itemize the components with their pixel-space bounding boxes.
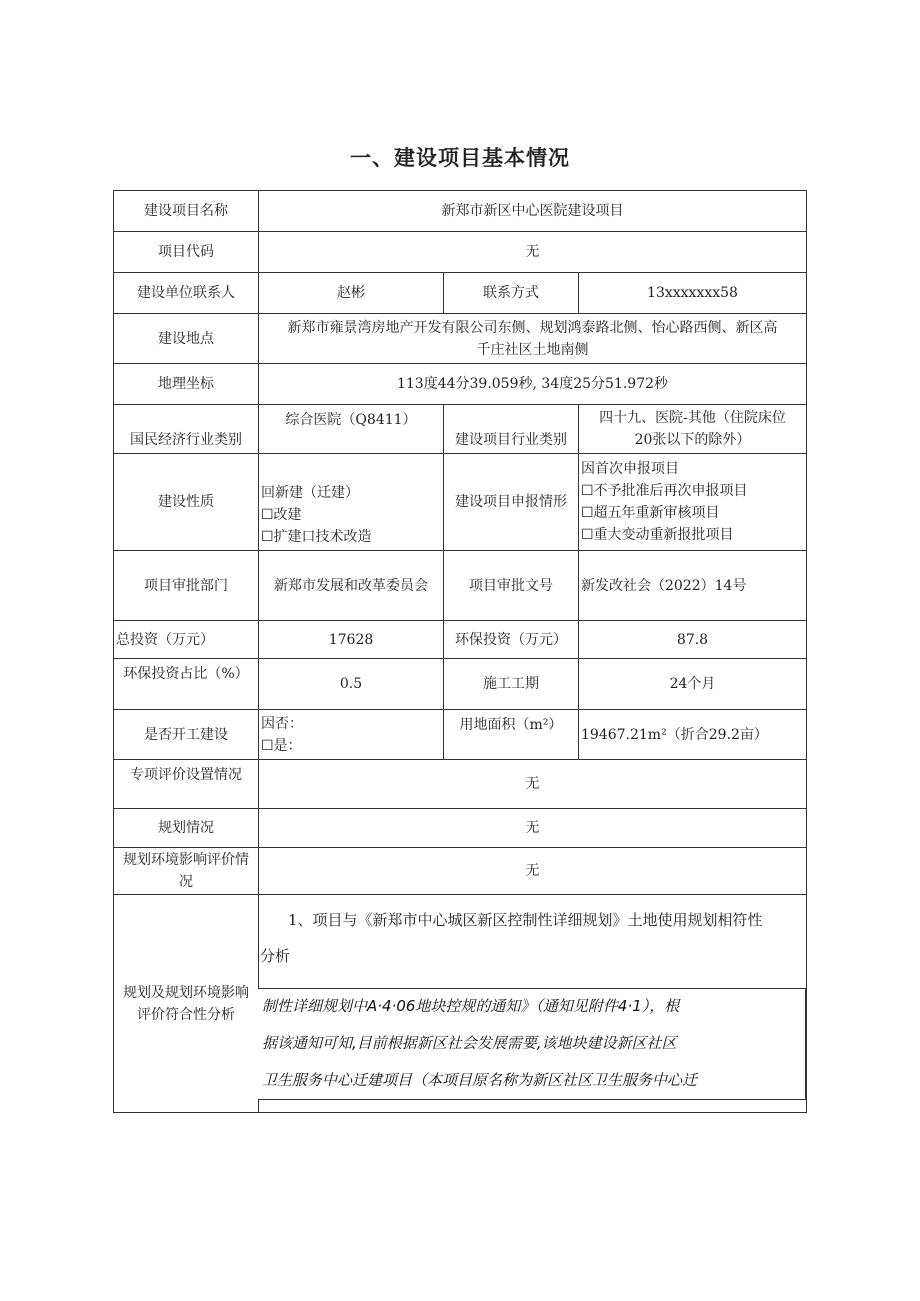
label-declare: 建设项目申报情形	[443, 453, 579, 551]
label-env-investment: 环保投资（万元）	[443, 620, 579, 659]
declare-options	[578, 453, 807, 551]
value-project-name: 新郑市新区中心医院建设项目	[258, 190, 807, 232]
value-env-ratio: 0.5	[258, 658, 444, 710]
label-construction-period: 施工工期	[443, 658, 579, 710]
label-project-name: 建设项目名称	[113, 190, 259, 232]
value-location	[258, 313, 807, 364]
started-options	[258, 709, 444, 760]
declare-option-first[interactable]: 因首次申报项目	[581, 461, 679, 477]
nature-option-expand[interactable]: ☐扩建口技术改造	[261, 529, 372, 545]
label-nature: 建设性质	[113, 453, 259, 551]
planning-env-line-2: 况	[179, 874, 193, 890]
started-option-no[interactable]: 因否：	[261, 715, 303, 732]
value-industry: 综合医院（Q8411）	[258, 404, 444, 454]
value-total-investment: 17628	[258, 620, 444, 659]
label-contact-method: 联系方式	[443, 272, 579, 314]
declare-option-resubmit[interactable]: ☐不予批准后再次申报项目	[581, 483, 748, 499]
label-total-investment: 总投资（万元）	[113, 620, 259, 659]
page-title: 一、建设项目基本情况	[350, 146, 570, 170]
nature-options	[258, 453, 444, 551]
location-line-1: 新郑市雍景湾房地产开发有限公司东侧、规划鸿泰路北侧、怡心路西侧、新区高	[287, 319, 778, 336]
industry-line-1: 四十九、医院-其他（住院床位	[599, 410, 786, 426]
declare-option-major-change[interactable]: ☐重大变动重新报批项目	[581, 527, 734, 543]
label-special-eval: 专项评价设置情况	[113, 759, 259, 809]
value-construction-period: 24个月	[578, 658, 807, 710]
value-planning: 无	[258, 808, 807, 848]
analysis-content	[258, 894, 807, 1113]
industry-line-2: 20张以下的除外）	[634, 432, 751, 448]
label-planning-env	[113, 847, 259, 895]
label-industry: 国民经济行业类别	[113, 404, 259, 454]
value-planning-env: 无	[258, 847, 807, 895]
analysis-para-line-2: 分析	[260, 947, 291, 965]
value-project-industry	[578, 404, 807, 454]
analysis-label-line-2: 评价符合性分析	[137, 1006, 235, 1023]
value-land-area: 19467.21m²（折合29.2亩）	[578, 709, 807, 760]
overlay-line-2: 据该通知可知,目前根据新区社会发展需要,该地块建设新区社区	[262, 1034, 677, 1052]
label-analysis	[113, 894, 259, 1113]
analysis-overlay-box	[258, 988, 806, 1100]
analysis-label-line-1: 规划及规划环境影响	[123, 984, 249, 1001]
value-project-code: 无	[258, 231, 807, 273]
label-started: 是否开工建设	[113, 709, 259, 760]
nature-option-new[interactable]: 回新建（迁建）	[261, 485, 359, 501]
label-land-area: 用地面积（m²）	[443, 709, 579, 760]
label-planning: 规划情况	[113, 808, 259, 848]
label-approval-number: 项目审批文号	[443, 550, 579, 621]
label-coordinates: 地理坐标	[113, 363, 259, 405]
planning-env-line-1: 规划环境影响评价情	[123, 852, 249, 868]
overlay-line-1: 制性详细规划中A·4·06地块控规的通知》（通知见附件4·1），根	[262, 997, 680, 1015]
label-contact: 建设单位联系人	[113, 272, 259, 314]
value-env-investment: 87.8	[578, 620, 807, 659]
started-option-yes[interactable]: ☐是：	[261, 737, 302, 754]
label-project-code: 项目代码	[113, 231, 259, 273]
declare-option-five-year[interactable]: ☐超五年重新审核项目	[581, 505, 720, 521]
value-contact: 赵彬	[258, 272, 444, 314]
label-location: 建设地点	[113, 313, 259, 364]
location-line-2: 千庄社区土地南侧	[476, 341, 589, 358]
value-approval-dept: 新郑市发展和改革委员会	[258, 550, 444, 621]
value-approval-number: 新发改社会（2022）14号	[578, 550, 807, 621]
label-project-industry: 建设项目行业类别	[443, 404, 579, 454]
value-special-eval: 无	[258, 759, 807, 809]
value-contact-method: 13xxxxxxx58	[578, 272, 807, 314]
label-env-ratio: 环保投资占比（%）	[113, 658, 259, 710]
nature-option-rebuild[interactable]: ☐改建	[261, 507, 302, 523]
label-approval-dept: 项目审批部门	[113, 550, 259, 621]
value-coordinates: 113度44分39.059秒, 34度25分51.972秒	[258, 363, 807, 405]
overlay-line-3: 卫生服务中心迁建项目（本项目原名称为新区社区卫生服务中心迁	[262, 1071, 698, 1089]
analysis-para-line-1: 1、项目与《新郑市中心城区新区控制性详细规划》土地使用规划相符性	[288, 911, 763, 929]
